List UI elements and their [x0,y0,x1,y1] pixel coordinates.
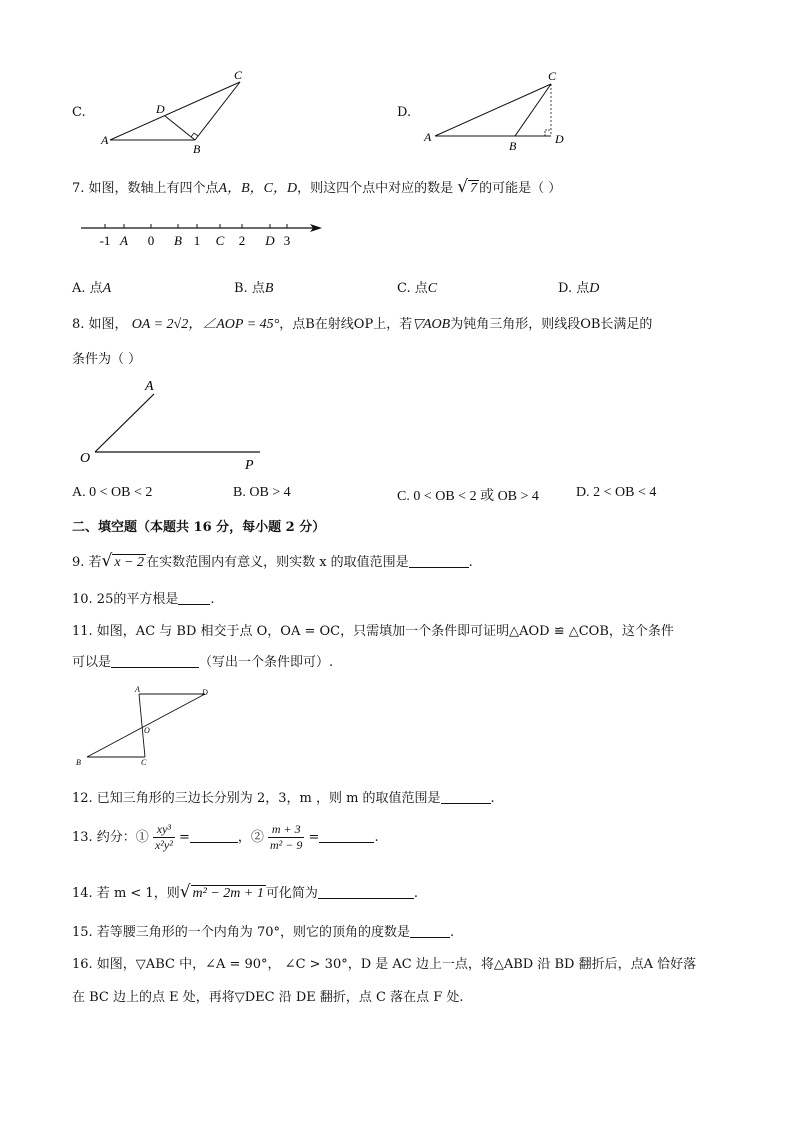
section-heading: 二、填空题（本题共 16 分，每小题 2 分） [72,520,326,535]
fig-c-label-a: A [101,133,109,147]
fig-c-label-b: B [193,142,201,155]
q12: 12. 已知三角形的三边长分别为 2，3，m ，则 m 的取值范围是 . [72,791,495,806]
number-line-label: 3 [283,233,291,248]
q11-label-c: C [141,758,147,767]
q8-stem-line2: 条件为（ ） [72,352,142,367]
q11-label-o: O [144,726,150,735]
q9-answer-blank[interactable] [409,553,469,568]
number-line-label: A [120,233,128,248]
q15: 15. 若等腰三角形的一个内角为 70°，则它的顶角的度数是 . [72,925,455,940]
option-d-label: D. [397,105,412,120]
q8-option-c[interactable]: C. 0 < OB < 2 或 OB > 4 [397,489,539,504]
fig-d-label-c: C [548,69,557,83]
number-line [78,217,328,253]
q16-line1: 16. 如图，▽ABC 中，∠A = 90°， ∠C > 30°，D 是 AC 边上一点，将△ABD 沿 BD 翻折后，点A 恰好落 [72,957,697,972]
q9: 9. 若√ x − 2 在实数范围内有意义，则实数 x 的取值范围是 . [72,551,473,571]
fig-d-label-b: B [509,139,517,153]
q14-answer-blank[interactable] [318,884,414,899]
q11-line2: 可以是 （写出一个条件即可）. [72,655,334,670]
q7-option-b[interactable]: B. 点B [234,281,274,296]
number-line-label: 1 [193,233,201,248]
number-line-label: 0 [147,233,155,248]
number-line-label: 2 [238,233,246,248]
number-line-label: B [174,233,182,248]
option-c-label: C. [72,105,86,120]
q11-label-d: D [202,688,208,697]
q8-label-a: A [145,379,154,394]
number-line-label: -1 [99,233,111,248]
q14: 14. 若 m < 1，则√ m² − 2m + 1 可化简为 . [72,882,419,902]
q13-answer-blank-1[interactable] [190,828,238,843]
number-line-label: C [215,233,225,248]
q8-stem-line1: 8. 如图， OA = 2√2，∠AOP = 45°，点B在射线OP上，若▽AOB为钝角三角形，则线段OB长满足的 [72,317,653,332]
q13-answer-blank-2[interactable] [319,828,374,843]
q15-answer-blank[interactable] [410,923,450,938]
q7-option-c[interactable]: C. 点C [397,281,438,296]
q8-figure [75,375,275,475]
q7-option-d[interactable]: D. 点D [558,281,600,296]
number-line-label: D [265,233,275,248]
q11-answer-blank[interactable] [111,653,199,668]
q11-label-b: B [76,758,81,767]
q12-answer-blank[interactable] [441,789,491,804]
q7-option-a[interactable]: A. 点A [72,281,112,296]
q6-figure-c [95,65,255,155]
q6-figure-d [420,65,580,155]
q8-label-o: O [80,451,91,466]
q11-figure [75,685,225,770]
q10-answer-blank[interactable] [178,590,210,605]
q11-line1: 11. 如图，AC 与 BD 相交于点 O，OA = OC，只需填加一个条件即可证明△AOD ≌ △COB，这个条件 [72,624,674,639]
q7-stem: 7. 如图，数轴上有四个点A，B，C，D，则这四个点中对应的数是 √ 7 的可能是（ ） [72,177,562,197]
q8-option-a[interactable]: A. 0 < OB < 2 [72,485,153,500]
q8-option-d[interactable]: D. 2 < OB < 4 [576,485,657,500]
q8-option-b[interactable]: B. OB > 4 [233,485,291,500]
fig-d-label-a: A [424,130,432,144]
q8-label-p: P [245,458,254,473]
q16-line2: 在 BC 边上的点 E 处，再将▽DEC 沿 DE 翻折，点 C 落在点 F 处. [72,990,464,1005]
q10: 10. 25的平方根是 . [72,592,215,607]
q11-label-a: A [135,685,140,694]
fig-c-label-c: C [234,68,243,82]
fig-d-label-d: D [555,132,564,146]
fig-c-label-d: D [156,102,165,116]
q13: 13. 约分：① $\frac{\text{xy³}}{\text{x²y²}}$ = ，② $\frac{m + 3}{\text{m² − 9}}$ = . [72,822,379,852]
